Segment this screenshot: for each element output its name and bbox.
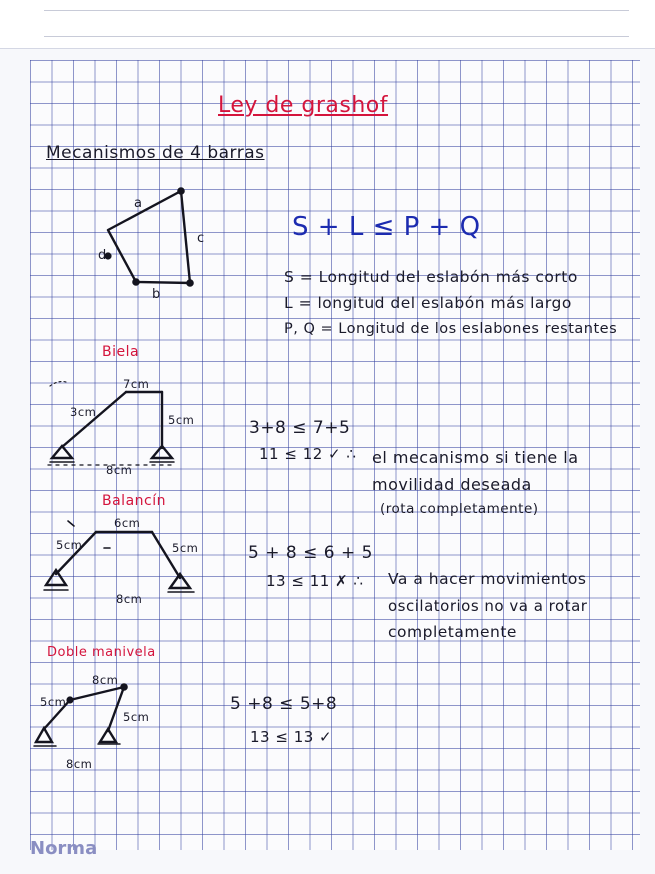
balancin-sketch (44, 521, 194, 592)
biela-result: 11 ≤ 12 ✓ ∴ (259, 445, 357, 463)
doble-manivela-dim-right: 5cm (123, 710, 150, 724)
balancin-note-line: completamente (388, 623, 517, 641)
heading-doble-manivela: Doble manivela (47, 645, 156, 660)
balancin-dim-right: 5cm (172, 541, 199, 555)
doble-manivela-sketch (34, 684, 127, 746)
balancin-note-line: oscilatorios no va a rotar (388, 597, 588, 615)
section-subtitle: Mecanismos de 4 barras (46, 143, 265, 163)
doble-manivela-result: 13 ≤ 13 ✓ (250, 728, 333, 746)
biela-sketch (48, 382, 175, 466)
definition-pq: P, Q = Longitud de los eslabones restantes (284, 321, 618, 337)
link-label-d: d (98, 248, 107, 263)
doble-manivela-inequality: 5 +8 ≤ 5+8 (230, 694, 338, 714)
biela-dim-base: 8cm (106, 463, 133, 477)
biela-inequality: 3+8 ≤ 7+5 (249, 418, 351, 438)
balancin-note-line: Va a hacer movimientos (388, 570, 587, 588)
balancin-inequality: 5 + 8 ≤ 6 + 5 (248, 543, 373, 563)
definition-s: S = Longitud del eslabón más corto (284, 268, 578, 286)
heading-balancin: Balancín (102, 493, 166, 509)
link-label-c: c (197, 231, 205, 246)
biela-dim-right: 5cm (168, 413, 195, 427)
definition-l: L = longitud del eslabón más largo (284, 294, 572, 312)
balancin-dim-left: 5cm (56, 538, 83, 552)
page-title: Ley de grashof (218, 93, 389, 118)
link-label-a: a (134, 196, 143, 211)
doble-manivela-dim-base: 8cm (66, 757, 93, 771)
brand-logo: Norma (30, 838, 98, 859)
biela-dim-left: 3cm (70, 405, 97, 419)
heading-biela: Biela (102, 344, 140, 360)
biela-note-line: movilidad deseada (372, 475, 532, 494)
link-label-b: b (152, 287, 161, 302)
balancin-result: 13 ≤ 11 ✗ ∴ (266, 572, 364, 590)
doble-manivela-dim-left: 5cm (40, 695, 67, 709)
doble-manivela-dim-top: 8cm (92, 673, 119, 687)
balancin-dim-top: 6cm (114, 516, 141, 530)
balancin-dim-base: 8cm (116, 592, 143, 606)
biela-note-line: el mecanismo si tiene la (372, 448, 579, 467)
four-bar-linkage (108, 191, 190, 283)
biela-dim-top: 7cm (123, 377, 150, 391)
biela-note-line: (rota completamente) (380, 501, 539, 517)
grashof-formula: S + L ≤ P + Q (292, 212, 481, 242)
